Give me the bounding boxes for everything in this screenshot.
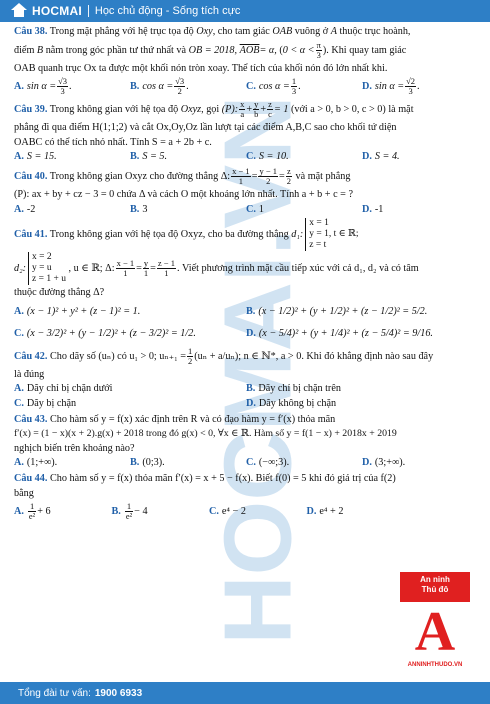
question-text: phẳng đi qua điểm H(1;1;2) và cắt Ox,Oy,Oz lần lượt tại các điểm A,B,C sao cho khối tứ diện <box>14 122 397 134</box>
math-expr: 0 < α < <box>282 44 315 56</box>
question-text: vuông ở <box>294 26 329 37</box>
math-expr: d₂: <box>14 263 27 275</box>
option-c[interactable]: C. 1 <box>246 203 264 215</box>
option-b[interactable]: B. 3 <box>130 203 148 215</box>
question-text: nghịch biến trên khoảng nào? <box>14 442 135 454</box>
question-number: Câu 41. <box>14 229 48 241</box>
math-var: A <box>330 26 337 37</box>
question-44 <box>14 472 478 523</box>
question-text: . Khi quay tam giác <box>326 44 407 56</box>
question-41: Câu 41. Trong không gian với hệ tọa độ Oxyz, cho ba đường thẳng d₁: x = 1 y = 1, t ∈ ℝ; z = t d₂: x = 2 y = u z = 1 + u , u ∈ ℝ; Δ: $\frac{x - 1}{1}$ = $\frac{y}{1}$ = $\frac{z - 1}{1}$ . Viết phương trình mặt cầu tiếp xúc với cả d₁, d₂ và có tâm thuộc đường thẳng Δ? A. (x − 1)² + y² + (z − 1)² = 1. B. (x − 1/2)² + (y + 1/2)² + (z − 1/2)² = 5/2. C. (x − 3/2)² + (y − 1/2)² + (z − 3/2)² = 1/2. D. (x − 5/4)² + (y + 1/4)² + (z − 5/4)² = 9/16. <box>14 218 478 345</box>
math-expr: = α, <box>259 44 277 56</box>
option-b[interactable]: B. (x − 1/2)² + (y + 1/2)² + (z − 1/2)² = 5/2. <box>246 305 428 317</box>
option-c[interactable]: C. (−∞;3). <box>246 457 290 469</box>
option-d[interactable]: D. S = 4. <box>362 151 400 163</box>
question-number: Câu 40. <box>14 170 48 182</box>
option-a[interactable]: A. Dãy chỉ bị chặn dưới <box>14 383 113 395</box>
option-a[interactable]: A. S = 15. <box>14 151 57 163</box>
equation-system: x = 2 y = u z = 1 + u <box>28 252 66 285</box>
option-a[interactable]: A. (1;+∞). <box>14 457 58 469</box>
question-text: . Viết phương trình mặt cầu tiếp xúc với cả d₁, d₂ và có tâm <box>176 263 419 275</box>
slogan: Học chủ động - Sống tích cực <box>94 5 241 17</box>
option-c[interactable]: C. e⁴ − 2 <box>209 506 246 518</box>
page-header <box>0 0 490 22</box>
question-text: Trong không gian Oxyz cho đường thẳng Δ: <box>49 170 231 182</box>
option-b[interactable]: B. Dãy chỉ bị chặn trên <box>246 383 341 395</box>
answer-options <box>14 323 478 345</box>
anninh-thudo-stamp <box>400 572 470 690</box>
question-text: điểm <box>14 44 35 56</box>
answer-options <box>14 76 478 98</box>
math-expr: (P): <box>221 104 239 116</box>
option-d[interactable]: D. sin α = $\frac{√2}{3}$ . <box>362 76 420 97</box>
option-a[interactable]: A. (x − 1)² + y² + (z − 1)² = 1. <box>14 305 141 317</box>
option-a[interactable]: A. sin α = $\frac{√3}{3}$ . <box>14 76 72 97</box>
question-text: OABC có thể tích nhỏ nhất. Tính S = a + 2b + c. <box>14 136 212 148</box>
option-b[interactable]: B. (0;3). <box>130 457 165 469</box>
stamp-letter-icon: A <box>414 601 456 663</box>
math-expr: d₁: <box>291 229 304 241</box>
question-text: Cho dãy số (uₙ) có u₁ > 0; uₙ₊₁ = <box>49 350 187 362</box>
question-text: , gọi <box>201 104 220 116</box>
answer-options <box>14 501 404 523</box>
question-text: OAB quanh trục Ox ta được một khối nón tròn xoay. Thể tích của khối nón đó lớn nhất khi. <box>14 62 388 74</box>
question-text: nằm trong góc phần tư thứ nhất và <box>45 44 187 56</box>
question-text: , u ∈ ℝ; Δ: <box>68 263 115 275</box>
question-text: là mặt <box>388 104 414 116</box>
option-d[interactable]: D. e⁴ + 2 <box>306 506 344 518</box>
math-var: B <box>36 44 44 56</box>
question-38: Câu 38. Trong mặt phẳng với hệ trục tọa độ Oxy, cho tam giác OAB vuông ở A thuộc trục hoành, điểm B nằm trong góc phần tư thứ nhất và OB = 2018, $\overline{AOB}= \alpha$, (0 < α < $\frac{\pi}{3}$ ). Khi quay tam giác OAB quanh trục Ox ta được một khối nón tròn xoay. Thể tích của khối nón đó lớn nhất khi. A. sin α = $\frac{√3}{3}$ . B. cos α = $\frac{√3}{2}$ . C. cos α = $\frac{1}{3}$ . D. sin α = $\frac{√2}{3}$ . <box>14 25 478 98</box>
question-number: Câu 42. <box>14 350 48 362</box>
question-text: thuộc trục hoành, <box>339 26 411 37</box>
question-text: Trong mặt phẳng với hệ trục tọa độ <box>49 26 194 37</box>
answer-options <box>14 150 478 165</box>
option-c[interactable]: C. (x − 3/2)² + (y − 1/2)² + (z − 3/2)² = 1/2. <box>14 327 196 339</box>
question-text: , cho tam giác <box>212 26 270 37</box>
hotline-label: Tổng đài tư vấn: <box>18 687 91 699</box>
question-text: Cho hàm số y = f(x) xác định trên R và có đạo hàm y = f′(x) thỏa mãn <box>49 413 336 425</box>
answer-options <box>14 397 478 412</box>
page-footer <box>0 682 490 704</box>
answer-options <box>14 382 478 397</box>
question-text: Trong không gian với hệ tọa độ <box>49 104 179 116</box>
question-text: là đúng <box>14 368 45 380</box>
question-number: Câu 43. <box>14 413 48 425</box>
answer-options <box>14 203 478 218</box>
question-text: và mặt phẳng <box>295 170 351 182</box>
option-a[interactable]: A. -2 <box>14 203 36 215</box>
question-text: Trong không gian với hệ tọa độ Oxyz, cho ba đường thẳng <box>49 229 289 241</box>
option-c[interactable]: C. S = 10. <box>246 151 289 163</box>
question-text: Cho hàm số y = f(x) thỏa mãn f′(x) = x + 5 − f(x). Biết f(0) = 5 khi đó giá trị của f(2) <box>49 472 396 484</box>
stamp-banner: An ninh Thủ đô <box>400 572 470 602</box>
question-43 <box>14 413 478 471</box>
math-fraction: $\frac{\pi}{3}$ <box>316 39 321 60</box>
question-text: bằng <box>14 487 34 499</box>
question-text: (uₙ + a/uₙ); n ∈ ℕ*, a > 0. Khi đó khẳng định nào sau đây <box>194 350 434 362</box>
equation-system: x = 1 y = 1, t ∈ ℝ; z = t <box>305 218 358 251</box>
answer-options <box>14 456 478 471</box>
stamp-site: ANNINHTHUDO.VN <box>407 662 463 668</box>
math-condition: (với a > 0, b > 0, c > 0) <box>291 104 386 116</box>
header-divider <box>88 5 89 17</box>
watermark-text: HOCMAI.VN <box>220 95 310 645</box>
option-a[interactable]: A. $\frac{1}{\text{e²}}$ + 6 <box>14 501 51 522</box>
math-var: Oxy <box>196 26 213 37</box>
question-39: Câu 39. Trong không gian với hệ tọa độ Oxyz, gọi (P): $\frac{x}{a}$ + $\frac{y}{b}$ + $\frac{z}{c}$ = 1 (với a > 0, b > 0, c > 0) là mặt phẳng đi qua điểm H(1;1;2) và cắt Ox,Oy,Oz lần lượt tại các điểm A,B,C sao cho khối tứ diện OABC có thể tích nhỏ nhất. Tính S = a + 2b + c. A. S = 15. B. S = 5. C. S = 10. D. S = 4. <box>14 99 478 165</box>
math-expr: OB = 2018, <box>188 44 238 56</box>
option-b[interactable]: B. $\frac{1}{\text{e²}}$ − 4 <box>111 501 148 522</box>
answer-options <box>14 301 478 323</box>
option-d[interactable]: D. (3;+∞). <box>362 457 406 469</box>
hotline-number: 1900 6933 <box>94 687 143 699</box>
question-number: Câu 38. <box>14 26 48 37</box>
question-text: (P): ax + by + cz − 3 = 0 chứa Δ và cách O một khoảng lớn nhất. Tính a + b + c = ? <box>14 188 353 200</box>
math-expr: = 1 <box>273 104 289 116</box>
math-var: Oxyz <box>180 104 202 116</box>
question-text: f′(x) = (1 − x)(x + 2).g(x) + 2018 trong đó g(x) < 0, ∀x ∈ ℝ. Hàm số y = f(1 − x) + 2018x + 2019 <box>14 428 397 440</box>
question-number: Câu 44. <box>14 472 48 484</box>
exam-content <box>14 25 478 524</box>
question-text: thuộc đường thẳng Δ? <box>14 287 105 299</box>
question-42: Câu 42. Cho dãy số (uₙ) có u₁ > 0; uₙ₊₁ = $\frac{1}{2}$ (uₙ + a/uₙ); n ∈ ℕ*, a > 0. Khi đó khẳng định nào sau đây là đúng A. Dãy chỉ bị chặn dưới B. Dãy chỉ bị chặn trên C. Dãy bị chặn D. Dãy không bị chặn <box>14 346 478 412</box>
hocmai-logo-icon <box>10 3 28 19</box>
option-d[interactable]: D. -1 <box>362 203 384 215</box>
math-angle: $\overline{AOB}$ <box>239 44 260 56</box>
option-c[interactable]: C. cos α = $\frac{1}{3}$ . <box>246 76 301 97</box>
brand-name: HOCMAI <box>32 4 82 18</box>
option-c[interactable]: C. Dãy bị chặn <box>14 397 77 409</box>
option-b[interactable]: B. cos α = $\frac{√3}{2}$ . <box>130 76 189 97</box>
option-b[interactable]: B. S = 5. <box>130 151 168 163</box>
question-number: Câu 39. <box>14 104 48 116</box>
question-40: Câu 40. Trong không gian Oxyz cho đường thẳng Δ: $\frac{x - 1}{1}$ = $\frac{y - 1}{2}$ = $\frac{z}{2}$ và mặt phẳng (P): ax + by + cz − 3 = 0 chứa Δ và cách O một khoảng lớn nhất. Tính a + b + c = ? A. -2 B. 3 C. 1 D. -1 <box>14 166 478 217</box>
math-var: OAB <box>272 26 293 37</box>
option-d[interactable]: D. Dãy không bị chặn <box>246 397 337 409</box>
option-d[interactable]: D. (x − 5/4)² + (y + 1/4)² + (z − 5/4)² = 9/16. <box>246 327 433 339</box>
